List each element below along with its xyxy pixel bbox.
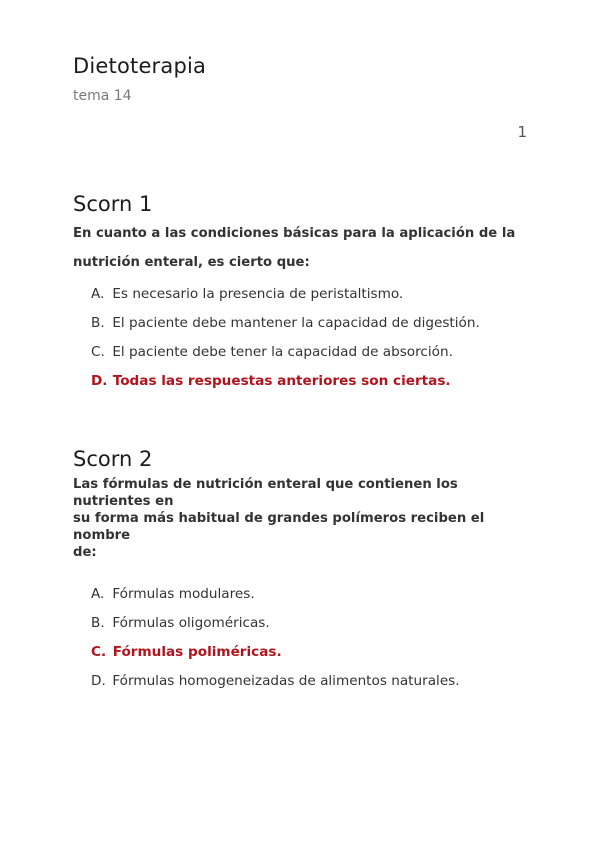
question-line: Las fórmulas de nutrición enteral que contienen los nutrientes en <box>73 477 458 509</box>
option-c-correct <box>91 638 533 667</box>
page-number: 1 <box>517 123 527 141</box>
option-text: Fórmulas oligoméricas. <box>112 615 270 631</box>
option-text: Fórmulas homogeneizadas de alimentos naturales. <box>112 673 460 689</box>
option-letter: D. <box>91 373 108 389</box>
option-letter: A. <box>91 286 105 302</box>
option-text: El paciente debe mantener la capacidad de digestión. <box>112 315 480 331</box>
question-line: su forma más habitual de grandes polímeros reciben el nombre <box>73 511 485 543</box>
option-letter: D. <box>91 673 106 689</box>
document-subtitle: tema 14 <box>73 88 132 104</box>
question-section-2 <box>73 445 533 696</box>
question-text <box>73 476 533 561</box>
option-text: Fórmulas modulares. <box>112 586 255 602</box>
option-letter: C. <box>91 644 107 660</box>
question-section-1 <box>73 190 533 396</box>
option-a <box>91 280 533 309</box>
option-b <box>91 309 533 338</box>
question-line: nutrición enteral, es cierto que: <box>73 255 310 270</box>
option-a <box>91 580 533 609</box>
option-letter: B. <box>91 315 105 331</box>
option-text: Todas las respuestas anteriores son ciertas. <box>112 373 451 389</box>
option-d <box>91 667 533 696</box>
answer-options <box>73 280 533 396</box>
document-title: Dietoterapia <box>73 54 207 78</box>
section-title: Scorn 2 <box>73 447 153 471</box>
option-letter: C. <box>91 344 105 360</box>
option-letter: A. <box>91 586 105 602</box>
option-letter: B. <box>91 615 105 631</box>
question-line: de: <box>73 545 97 560</box>
option-text: El paciente debe tener la capacidad de absorción. <box>112 344 453 360</box>
question-line: En cuanto a las condiciones básicas para la aplicación de la <box>73 226 516 241</box>
answer-options <box>73 580 533 696</box>
option-c <box>91 338 533 367</box>
question-text <box>73 219 533 277</box>
option-text: Es necesario la presencia de peristaltismo. <box>112 286 404 302</box>
option-d-correct <box>91 367 533 396</box>
option-text: Fórmulas poliméricas. <box>112 644 282 660</box>
option-b <box>91 609 533 638</box>
section-title: Scorn 1 <box>73 192 153 216</box>
